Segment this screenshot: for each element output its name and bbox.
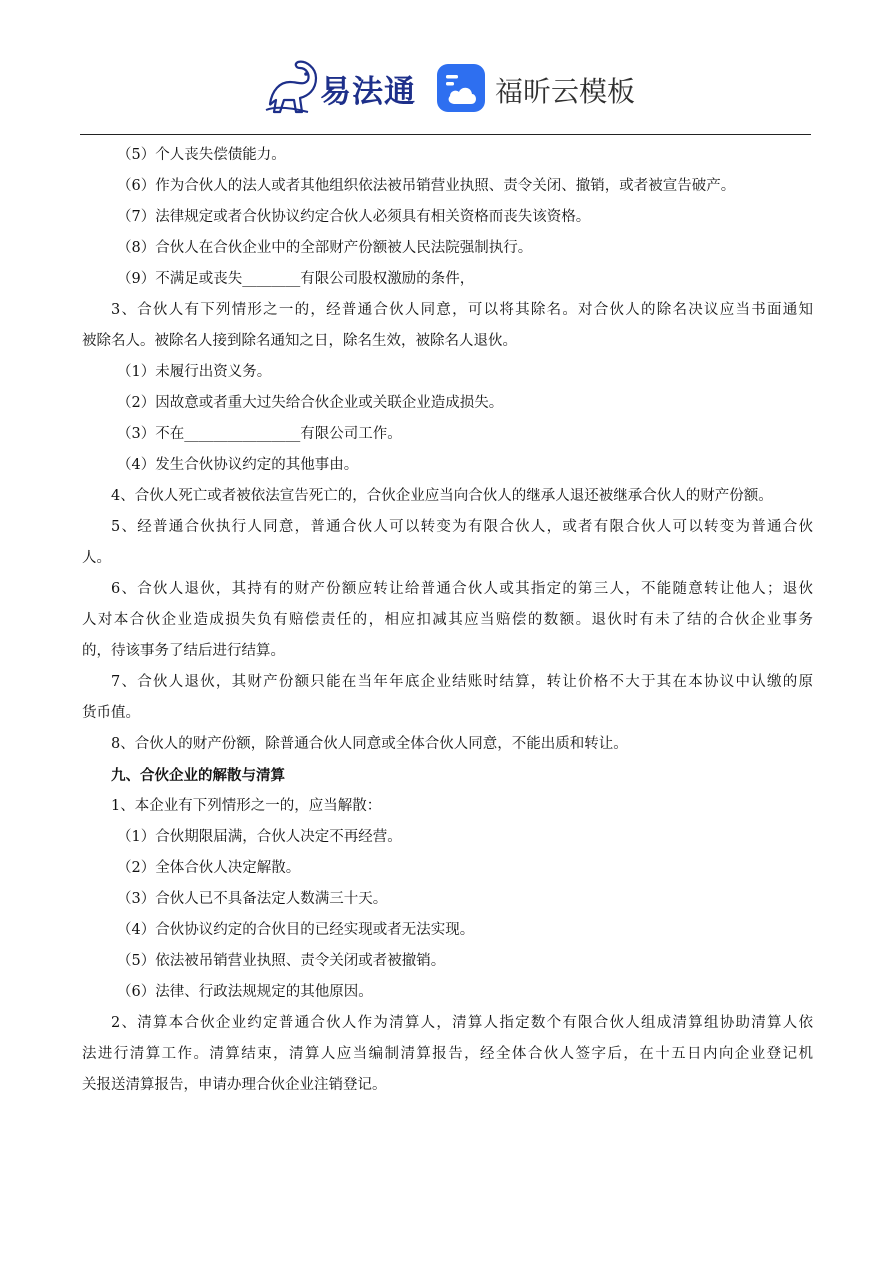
text-line: （2）全体合伙人决定解散。 xyxy=(117,860,301,876)
text-line: （5）个人丧失偿债能力。 xyxy=(117,147,286,163)
text-line: （8）合伙人在合伙企业中的全部财产份额被人民法院强制执行。 xyxy=(117,240,533,256)
text-line: （9）不满足或丧失________有限公司股权激励的条件， xyxy=(117,271,475,287)
text-line: 5、经普通合伙执行人同意，普通合伙人可以转变为有限合伙人，或者有限合伙人可以转变为普通合伙 xyxy=(111,519,813,535)
section-heading: 九、合伙企业的解散与清算 xyxy=(111,767,285,784)
logo-right-text: 福昕云模板 xyxy=(495,75,636,108)
text-line: （1）未履行出资义务。 xyxy=(117,364,272,380)
foxit-cloud-icon xyxy=(437,64,485,112)
text-line: （4）合伙协议约定的合伙目的已经实现或者无法实现。 xyxy=(117,922,475,938)
text-line: （3）合伙人已不具备法定人数满三十天。 xyxy=(117,891,388,907)
text-line: 关报送清算报告，申请办理合伙企业注销登记。 xyxy=(82,1077,387,1093)
text-line: 7、合伙人退伙，其财产份额只能在当年年底企业结账时结算，转让价格不大于其在本协议中认缴的原 xyxy=(111,674,813,690)
text-line: 的，待该事务了结后进行结算。 xyxy=(82,643,285,659)
text-line: 3、合伙人有下列情形之一的，经普通合伙人同意，可以将其除名。对合伙人的除名决议应当书面通知 xyxy=(111,302,813,318)
text-line: （6）作为合伙人的法人或者其他组织依法被吊销营业执照、责令关闭、撤销，或者被宣告破产。 xyxy=(117,178,736,194)
text-line: 6、合伙人退伙，其持有的财产份额应转让给普通合伙人或其指定的第三人，不能随意转让他人；退伙 xyxy=(111,581,813,597)
header-divider xyxy=(80,134,811,135)
yifatong-logo xyxy=(262,60,416,116)
text-line: 货币值。 xyxy=(82,705,140,721)
text-line: 人对本合伙企业造成损失负有赔偿责任的，相应扣减其应当赔偿的数额。退伙时有未了结的合伙企业事务 xyxy=(82,612,813,628)
text-line: 1、本企业有下列情形之一的，应当解散： xyxy=(111,798,382,814)
page-header xyxy=(0,58,893,120)
document-body xyxy=(82,140,813,1101)
text-line: 被除名人。被除名人接到除名通知之日，除名生效，被除名人退伙。 xyxy=(82,333,517,349)
text-line: 8、合伙人的财产份额，除普通合伙人同意或全体合伙人同意，不能出质和转让。 xyxy=(111,736,628,752)
text-line: （6）法律、行政法规规定的其他原因。 xyxy=(117,984,373,1000)
text-line: 4、合伙人死亡或者被依法宣告死亡的，合伙企业应当向合伙人的继承人退还被继承合伙人的财产份额。 xyxy=(111,488,773,504)
text-line: 2、清算本合伙企业约定普通合伙人作为清算人，清算人指定数个有限合伙人组成清算组协助清算人依 xyxy=(111,1015,813,1031)
qilin-icon xyxy=(262,60,322,116)
text-line: （4）发生合伙协议约定的其他事由。 xyxy=(117,457,359,473)
text-line: 人。 xyxy=(82,550,111,566)
text-line: （1）合伙期限届满，合伙人决定不再经营。 xyxy=(117,829,402,845)
logo-left-text: 易法通 xyxy=(320,74,416,110)
text-line: （2）因故意或者重大过失给合伙企业或关联企业造成损失。 xyxy=(117,395,504,411)
text-line: （7）法律规定或者合伙协议约定合伙人必须具有相关资格而丧失该资格。 xyxy=(117,209,591,225)
text-line: （3）不在________________有限公司工作。 xyxy=(117,426,402,442)
text-line: 法进行清算工作。清算结束，清算人应当编制清算报告，经全体合伙人签字后，在十五日内向企业登记机 xyxy=(82,1046,813,1062)
text-line: （5）依法被吊销营业执照、责令关闭或者被撤销。 xyxy=(117,953,446,969)
